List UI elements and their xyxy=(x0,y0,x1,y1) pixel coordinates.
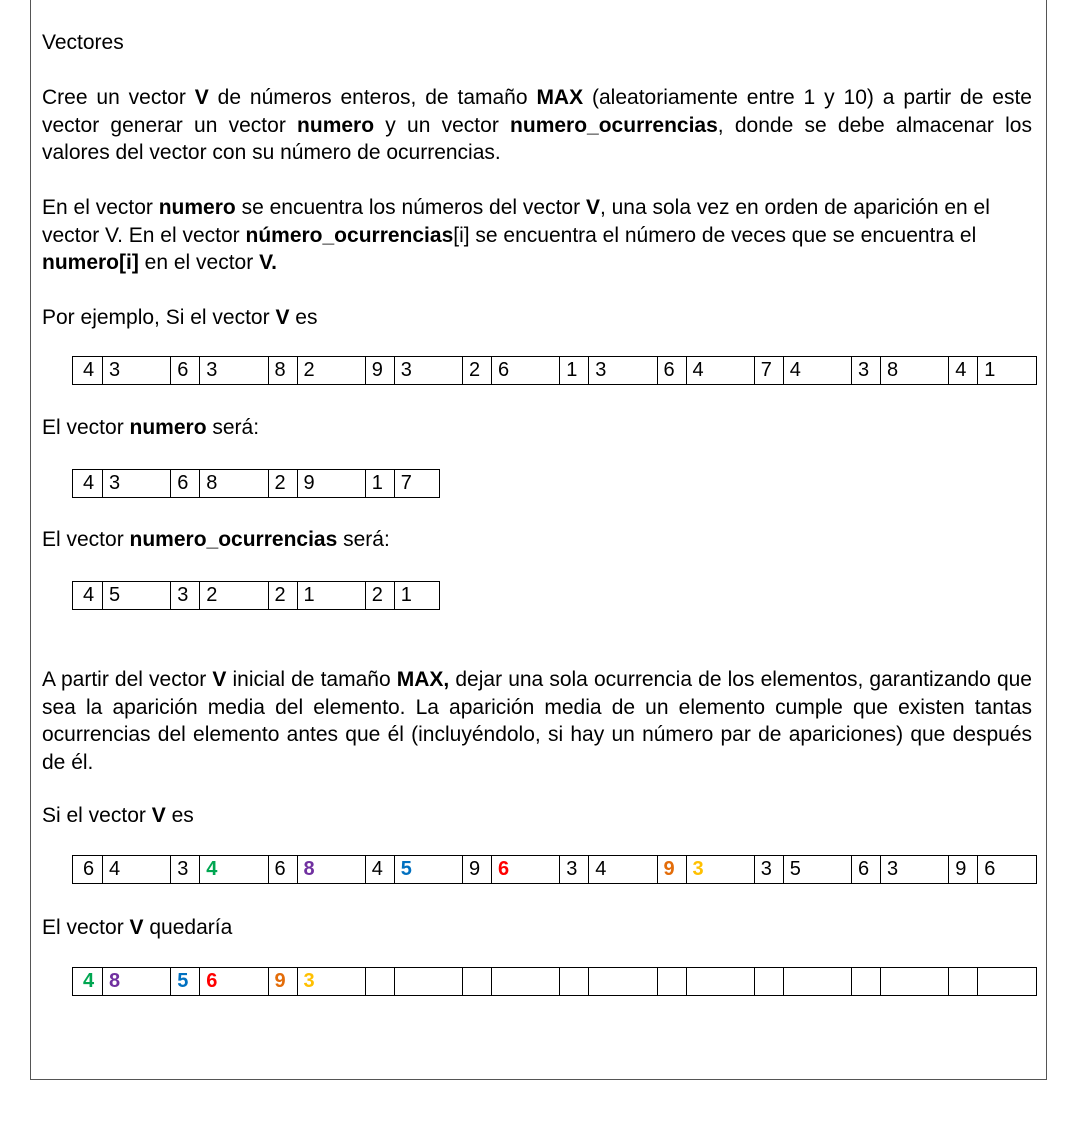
vector-cell: 6 xyxy=(851,856,880,883)
paragraph-ocurrencias: El vector numero_ocurrencias será: xyxy=(42,528,390,551)
vector-cell xyxy=(948,968,977,995)
vector-cell xyxy=(365,968,394,995)
vector-cell: 4 xyxy=(588,856,656,883)
vector-cell: 3 xyxy=(394,357,462,384)
vector-cell: 6 xyxy=(657,357,686,384)
vector-cell: 1 xyxy=(297,582,365,609)
vector-cell xyxy=(686,968,754,995)
vector-cell: 3 xyxy=(170,582,199,609)
vector-cell: 6 xyxy=(170,470,199,497)
vector-cell: 4 xyxy=(783,357,851,384)
vector-cell xyxy=(977,968,1045,995)
vector-cell: 3 xyxy=(102,470,170,497)
vector-cell: 2 xyxy=(268,582,297,609)
vector-cell: 3 xyxy=(686,856,754,883)
vector-cell: 5 xyxy=(394,856,462,883)
vector-cell: 1 xyxy=(394,582,462,609)
vector-cell: 8 xyxy=(102,968,170,995)
paragraph-intro: Cree un vector V de números enteros, de tamaño MAX (aleatoriamente entre 1 y 10) a partir de este vector generar un vector numero y un vector numero_ocurrencias, donde se debe almacenar los valores del vector con su número de ocurrencias. xyxy=(42,86,1032,164)
vector-cell: 3 xyxy=(297,968,365,995)
vector-cell: 9 xyxy=(268,968,297,995)
vector-cell: 4 xyxy=(199,856,267,883)
vector-cell: 8 xyxy=(199,470,267,497)
vector-v-result xyxy=(72,967,1037,996)
paragraph-numero: El vector numero será: xyxy=(42,416,260,439)
vector-cell: 9 xyxy=(365,357,394,384)
vector-cell xyxy=(880,968,948,995)
vector-cell: 4 xyxy=(83,359,95,381)
vector-cell: 8 xyxy=(268,357,297,384)
vector-cell: 2 xyxy=(297,357,365,384)
vector-cell: 3 xyxy=(559,856,588,883)
vector-cell: 3 xyxy=(851,357,880,384)
vector-cell: 2 xyxy=(365,582,394,609)
vector-cell: 8 xyxy=(297,856,365,883)
page-title: Vectores xyxy=(42,31,124,54)
vector-cell xyxy=(754,968,783,995)
vector-cell: 7 xyxy=(754,357,783,384)
vector-cell: 5 xyxy=(102,582,170,609)
vector-cell: 2 xyxy=(462,357,491,384)
vector-cell xyxy=(851,968,880,995)
vector-cell xyxy=(588,968,656,995)
vector-cell xyxy=(491,968,559,995)
vector-cell: 4 xyxy=(83,584,95,606)
paragraph-result: El vector V quedaría xyxy=(42,916,233,939)
vector-cell: 9 xyxy=(297,470,365,497)
paragraph-task: A partir del vector V inicial de tamaño MAX, dejar una sola ocurrencia de los elementos, garantizando que sea la aparición media del elemento. La aparición media de un elemento cumple que existen tantas ocurrencias del elemento antes que él (incluyéndolo, si hay un número par de apariciones) que después de él. xyxy=(42,668,1032,774)
vector-v-input xyxy=(72,855,1037,884)
vector-cell: 6 xyxy=(170,357,199,384)
vector-cell: 1 xyxy=(977,357,1045,384)
vector-cell: 6 xyxy=(83,858,95,880)
vector-cell: 4 xyxy=(686,357,754,384)
vector-cell xyxy=(783,968,851,995)
vector-cell: 4 xyxy=(102,856,170,883)
vector-cell: 3 xyxy=(588,357,656,384)
vector-cell: 7 xyxy=(394,470,462,497)
vector-cell: 4 xyxy=(83,970,95,992)
vector-cell xyxy=(462,968,491,995)
vector-cell: 1 xyxy=(365,470,394,497)
vector-cell xyxy=(394,968,462,995)
vector-cell: 9 xyxy=(948,856,977,883)
vector-cell: 5 xyxy=(783,856,851,883)
vector-cell xyxy=(559,968,588,995)
vector-cell: 9 xyxy=(462,856,491,883)
paragraph-example-2: Si el vector V es xyxy=(42,804,194,827)
vector-cell: 4 xyxy=(365,856,394,883)
vector-cell: 5 xyxy=(170,968,199,995)
vector-cell: 8 xyxy=(880,357,948,384)
vector-cell xyxy=(657,968,686,995)
vector-cell: 6 xyxy=(491,856,559,883)
vector-cell: 4 xyxy=(83,472,95,494)
vector-cell: 3 xyxy=(880,856,948,883)
vector-cell: 4 xyxy=(948,357,977,384)
vector-numero xyxy=(72,469,440,498)
vector-numero-ocurrencias xyxy=(72,581,440,610)
vector-cell: 2 xyxy=(199,582,267,609)
vector-cell: 3 xyxy=(754,856,783,883)
vector-cell: 1 xyxy=(559,357,588,384)
vector-cell: 6 xyxy=(268,856,297,883)
vector-v-example xyxy=(72,356,1037,385)
vector-cell: 3 xyxy=(102,357,170,384)
vector-cell: 9 xyxy=(657,856,686,883)
paragraph-example: Por ejemplo, Si el vector V es xyxy=(42,306,318,329)
vector-cell: 3 xyxy=(199,357,267,384)
vector-cell: 2 xyxy=(268,470,297,497)
vector-cell: 6 xyxy=(491,357,559,384)
paragraph-definition: En el vector numero se encuentra los números del vector V, una sola vez en orden de aparición en el vector V. En el vector número_ocurrencias[i] se encuentra el número de veces que se encuentra el numero[i] en el vector V. xyxy=(42,196,990,274)
vector-cell: 6 xyxy=(977,856,1045,883)
vector-cell: 3 xyxy=(170,856,199,883)
vector-cell: 6 xyxy=(199,968,267,995)
